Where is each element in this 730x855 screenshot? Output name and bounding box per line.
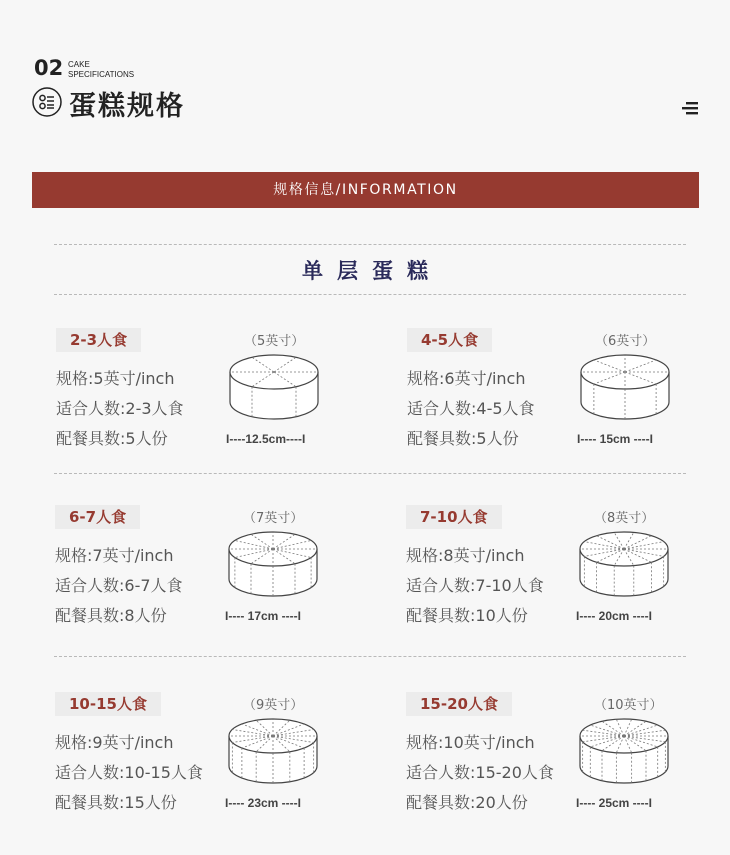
list-circle-icon [32,87,62,117]
spec-line: 规格:7英寸/inch [55,546,174,565]
cake-diagram-icon [578,531,670,597]
serving-tag: 6-7人食 [55,505,140,529]
spec-line: 规格:6英寸/inch [407,369,526,388]
serving-tag: 10-15人食 [55,692,161,716]
divider [54,473,686,474]
diameter-label: I---- 17cm ----I [225,609,301,623]
cutlery-line: 配餐具数:5人份 [407,429,519,448]
cutlery-line: 配餐具数:8人份 [55,606,167,625]
spec-line: 规格:5英寸/inch [56,369,175,388]
serving-tag: 2-3人食 [56,328,141,352]
diameter-label: I---- 15cm ----I [577,432,653,446]
people-line: 适合人数:4-5人食 [407,399,535,418]
cutlery-line: 配餐具数:15人份 [55,793,177,812]
section-subtitle [68,60,134,80]
cake-card [407,328,707,468]
inch-label: （5英寸） [244,334,305,349]
cutlery-line: 配餐具数:20人份 [406,793,528,812]
cutlery-line: 配餐具数:10人份 [406,606,528,625]
cake-card [406,505,706,645]
page-title: 蛋糕规格 [69,91,185,122]
spec-line: 规格:9英寸/inch [55,733,174,752]
serving-tag: 7-10人食 [406,505,502,529]
serving-tag: 4-5人食 [407,328,492,352]
people-line: 适合人数:6-7人食 [55,576,183,595]
inch-label: （8英寸） [594,511,655,526]
people-line: 适合人数:2-3人食 [56,399,184,418]
diameter-label: I---- 25cm ----I [576,796,652,810]
diameter-label: I---- 23cm ----I [225,796,301,810]
cutlery-line: 配餐具数:5人份 [56,429,168,448]
subtitle-line-1: CAKE [68,60,90,69]
subtitle-line-2: SPECIFICATIONS [68,70,135,79]
inch-label: （10英寸） [594,698,663,713]
divider [54,294,686,295]
information-banner: 规格信息/INFORMATION [32,172,699,208]
cake-diagram-icon [227,718,319,784]
serving-tag: 15-20人食 [406,692,512,716]
divider [54,244,686,245]
diameter-label: I----12.5cm----I [226,432,306,446]
cake-diagram-icon [578,718,670,784]
cake-card [56,328,356,468]
cake-diagram-icon [579,354,671,420]
cake-card [55,505,355,645]
spec-line: 规格:8英寸/inch [406,546,525,565]
inch-label: （7英寸） [243,511,304,526]
cake-card [55,692,355,832]
cake-card [406,692,706,832]
people-line: 适合人数:7-10人食 [406,576,544,595]
inch-label: （9英寸） [243,698,304,713]
inch-label: （6英寸） [595,334,656,349]
menu-icon[interactable] [682,100,698,116]
people-line: 适合人数:10-15人食 [55,763,203,782]
cake-diagram-icon [228,354,320,420]
people-line: 适合人数:15-20人食 [406,763,554,782]
section-number: 02 [34,56,64,80]
spec-line: 规格:10英寸/inch [406,733,535,752]
divider [54,656,686,657]
cake-diagram-icon [227,531,319,597]
section-title: 单层蛋糕 [302,259,442,283]
diameter-label: I---- 20cm ----I [576,609,652,623]
